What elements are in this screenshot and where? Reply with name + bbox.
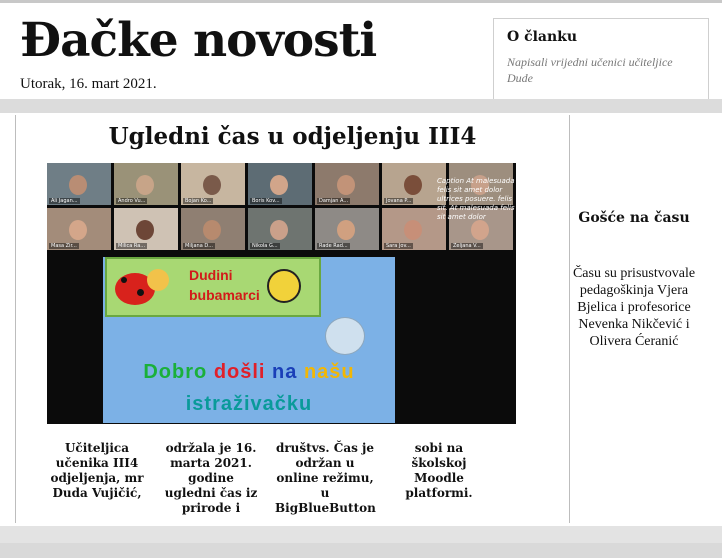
bottom-divider — [0, 526, 722, 543]
participant-thumb: Miljana D... — [181, 208, 245, 250]
participant-thumb: Zeljana V... — [449, 208, 513, 250]
participant-thumb: Boris Kov... — [248, 163, 312, 205]
article-column: sobi na školskoj Moodle platformi. — [405, 441, 473, 500]
participant-thumb: Damjan A... — [315, 163, 379, 205]
article-headline: Ugledni čas u odjeljenju III4 — [108, 123, 477, 150]
participant-thumb: Milica Ra... — [114, 208, 178, 250]
article-body-columns — [47, 441, 516, 515]
section-divider — [0, 99, 722, 113]
participant-thumb: Jovana P... — [382, 163, 446, 205]
newsletter-title: Đačke novosti — [20, 13, 377, 68]
photo-caption-overlay: Caption At malesuada felis sit amet dolor ultrices posuere. felis sit. At malesuada felis sit amet dolor — [437, 177, 515, 221]
about-article-box — [493, 18, 709, 112]
slide-logo — [105, 257, 321, 317]
ladybug-spot-icon — [137, 289, 144, 296]
article-column: održala je 16. marta 2021. godine ugledni čas iz prirode i — [164, 441, 258, 515]
sidebar-text: Času su prisustvovale pedagoškinja Vjera Bjelica i profesorice Nevenka Nikčević i Olivera Ćeranić — [572, 266, 696, 349]
slide-subtitle-line: istraživačku — [185, 393, 313, 415]
sidebar — [570, 115, 722, 523]
sidebar-heading: Gošće na času — [578, 210, 690, 226]
article-photo[interactable] — [47, 163, 516, 424]
about-text: Napisali vrijedni učenici učiteljice Dude — [507, 55, 673, 85]
about-heading: O članku — [507, 29, 578, 45]
slide-welcome-line — [103, 361, 395, 384]
ladybug-spot-icon — [121, 277, 127, 283]
article-main — [15, 115, 570, 523]
slide-logo-line1: Dudini — [189, 267, 233, 283]
slide-word: Dobro — [143, 361, 208, 383]
newsletter-page — [0, 3, 722, 543]
character-face-icon — [147, 269, 169, 291]
participant-thumb: Ali Jagan... — [47, 163, 111, 205]
participant-thumb: Sara Jov... — [382, 208, 446, 250]
presentation-slide — [103, 257, 395, 423]
slide-logo-text — [189, 265, 260, 305]
slide-word: došli — [213, 361, 266, 383]
publication-date: Utorak, 16. mart 2021. — [20, 76, 157, 92]
slide-word: našu — [303, 361, 355, 383]
participant-thumb: Nikola G... — [248, 208, 312, 250]
slide-word: na — [272, 361, 298, 383]
bee-face-icon — [267, 269, 301, 303]
participant-thumb: Bojan Ko... — [181, 163, 245, 205]
cloud-icon — [325, 317, 365, 355]
article-column: društvs. Čas je održan u online režimu, u BigBlueButton — [275, 441, 376, 515]
article-column: Učiteljica učenika III4 odjeljenja, mr Duda Vujičić, — [50, 441, 144, 500]
participant-thumb: Rade Rad... — [315, 208, 379, 250]
participant-thumb: Andro Vu... — [114, 163, 178, 205]
participant-thumb: Masa Zir... — [47, 208, 111, 250]
video-thumbnails — [47, 163, 516, 251]
slide-logo-line2: bubamarci — [189, 287, 260, 303]
